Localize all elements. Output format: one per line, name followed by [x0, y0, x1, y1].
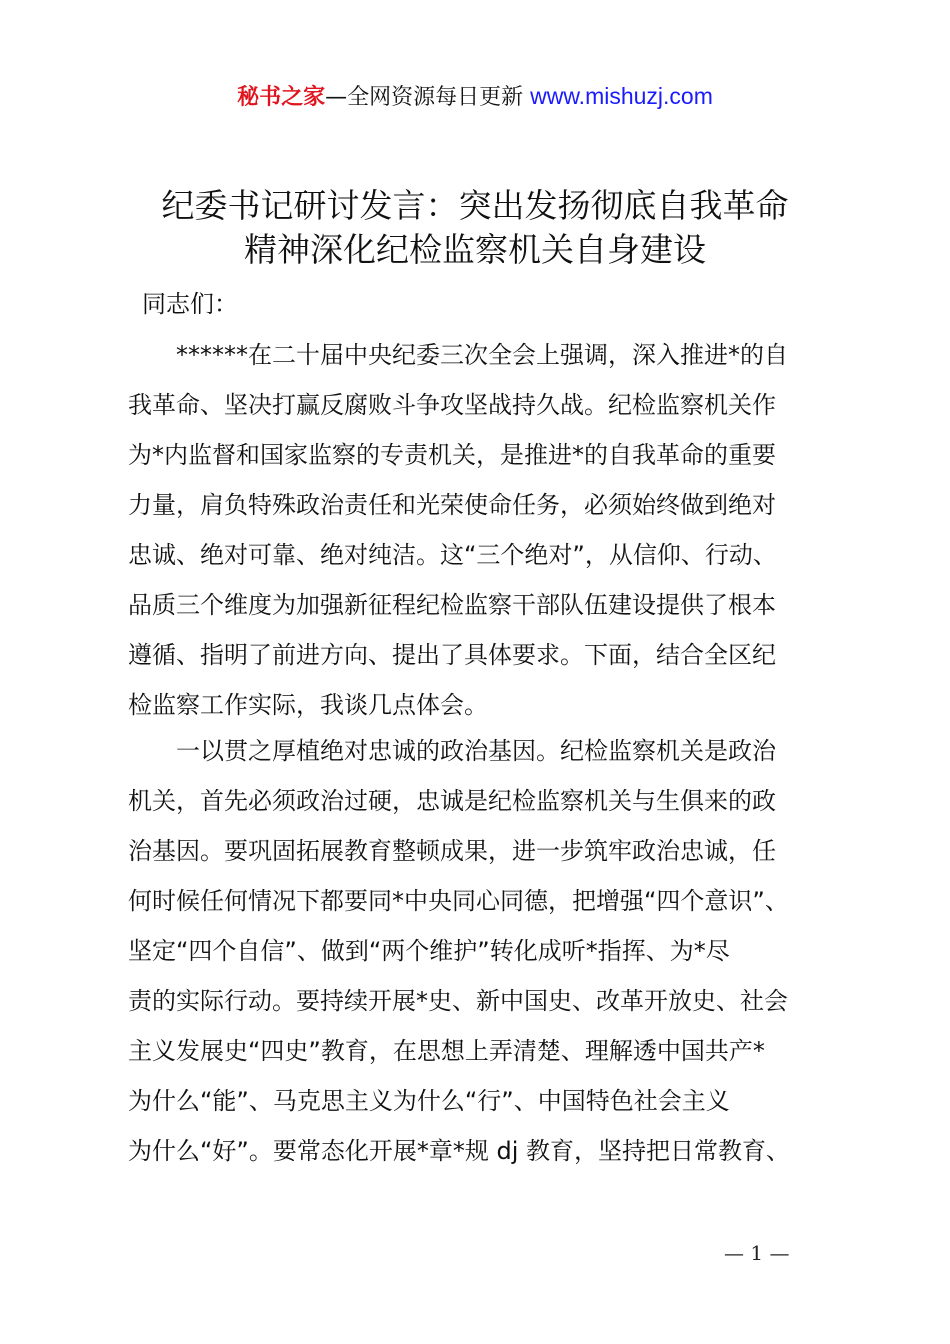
page-number: — 1 — [724, 1241, 790, 1265]
title-line-2: 精神深化纪检监察机关自身建设 [244, 230, 706, 269]
site-header [0, 80, 950, 114]
paragraph-line: 忠诚、绝对可靠、绝对纯洁。这“三个绝对”，从信仰、行动、 [128, 541, 777, 569]
paragraph-2 [128, 726, 848, 1176]
document-title [60, 184, 890, 272]
site-url-link[interactable]: www.mishuzj.com [530, 83, 713, 109]
paragraph-line: 遵循、指明了前进方向、提出了具体要求。下面，结合全区纪 [128, 641, 776, 669]
paragraph-line: 何时候任何情况下都要同*中央同心同德，把增强“四个意识”、 [128, 887, 789, 915]
paragraph-line: 一以贯之厚植绝对忠诚的政治基因。纪检监察机关是政治 [176, 737, 776, 765]
paragraph-line: 主义发展史“四史”教育，在思想上弄清楚、理解透中国共产* [128, 1037, 765, 1065]
paragraph-line: 为*内监督和国家监察的专责机关，是推进*的自我革命的重要 [128, 441, 776, 469]
paragraph-line: 力量，肩负特殊政治责任和光荣使命任务，必须始终做到绝对 [128, 491, 776, 519]
paragraph-line: ******在二十届中央纪委三次全会上强调，深入推进*的自 [176, 341, 788, 369]
site-brand: 秘书之家 [237, 85, 326, 110]
paragraph-line: 治基因。要巩固拓展教育整顿成果，进一步筑牢政治忠诚，任 [128, 837, 776, 865]
site-slogan: —全网资源每日更新 [325, 85, 524, 110]
paragraph-line: 机关，首先必须政治过硬，忠诚是纪检监察机关与生俱来的政 [128, 787, 776, 815]
paragraph-line: 品质三个维度为加强新征程纪检监察干部队伍建设提供了根本 [128, 591, 776, 619]
greeting: 同志们： [142, 290, 238, 318]
paragraph-line: 坚定“四个自信”、做到“两个维护”转化成听*指挥、为*尽 [128, 937, 730, 965]
paragraph-1 [128, 330, 848, 730]
title-line-1: 纪委书记研讨发言：突出发扬彻底自我革命 [161, 186, 789, 225]
paragraph-line: 为什么“能”、马克思主义为什么“行”、中国特色社会主义 [128, 1087, 730, 1115]
paragraph-line: 检监察工作实际，我谈几点体会。 [128, 691, 488, 719]
paragraph-line: 我革命、坚决打赢反腐败斗争攻坚战持久战。纪检监察机关作 [128, 391, 776, 419]
paragraph-line: 为什么“好”。要常态化开展*章*规 dj 教育，坚持把日常教育、 [128, 1137, 791, 1165]
paragraph-line: 责的实际行动。要持续开展*史、新中国史、改革开放史、社会 [128, 987, 788, 1015]
